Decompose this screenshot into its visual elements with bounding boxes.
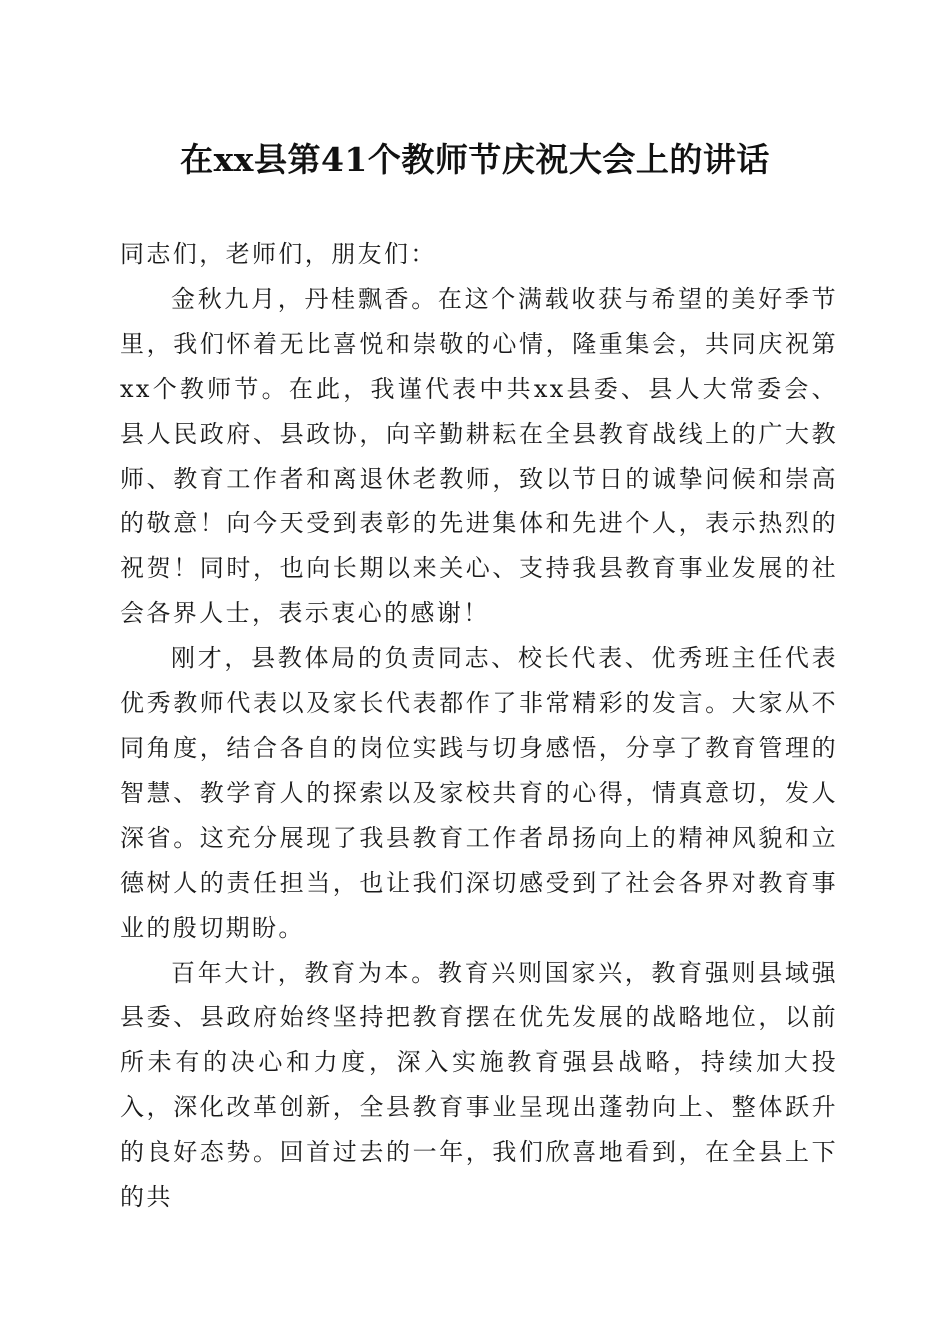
salutation: 同志们，老师们，朋友们：	[120, 240, 437, 268]
paragraph-2: 刚才，县教体局的负责同志、校长代表、优秀班主任代表优秀教师代表以及家长代表都作了非常精彩的发言。大家从不同角度，结合各自的岗位实践与切身感悟，分享了教育管理的智慧、教学育人的探索以及家校共育的心得，情真意切，发人深省。这充分展现了我县教育工作者昂扬向上的精神风貌和立德树人的责任担当，也让我们深切感受到了社会各界对教育事业的殷切期盼。	[120, 644, 838, 942]
paragraph-1: 金秋九月，丹桂飘香。在这个满载收获与希望的美好季节里，我们怀着无比喜悦和崇敬的心情，隆重集会，共同庆祝第xx个教师节。在此，我谨代表中共xx县委、县人大常委会、县人民政府、县政协，向辛勤耕耘在全县教育战线上的广大教师、教育工作者和离退休老教师，致以节日的诚挚问候和崇高的敬意！向今天受到表彰的先进集体和先进个人，表示热烈的祝贺！同时，也向长期以来关心、支持我县教育事业发展的社会各界人士，表示衷心的感谢！	[120, 284, 838, 628]
document-body	[120, 232, 838, 1220]
paragraph-3: 百年大计，教育为本。教育兴则国家兴，教育强则县域强县委、县政府始终坚持把教育摆在优先发展的战略地位，以前所未有的决心和力度，深入实施教育强县战略，持续加大投入，深化改革创新，全县教育事业呈现出蓬勃向上、整体跃升的良好态势。回首过去的一年，我们欣喜地看到，在全县上下的共	[120, 958, 838, 1212]
document-title: 在xx县第41个教师节庆祝大会上的讲话	[180, 140, 770, 179]
